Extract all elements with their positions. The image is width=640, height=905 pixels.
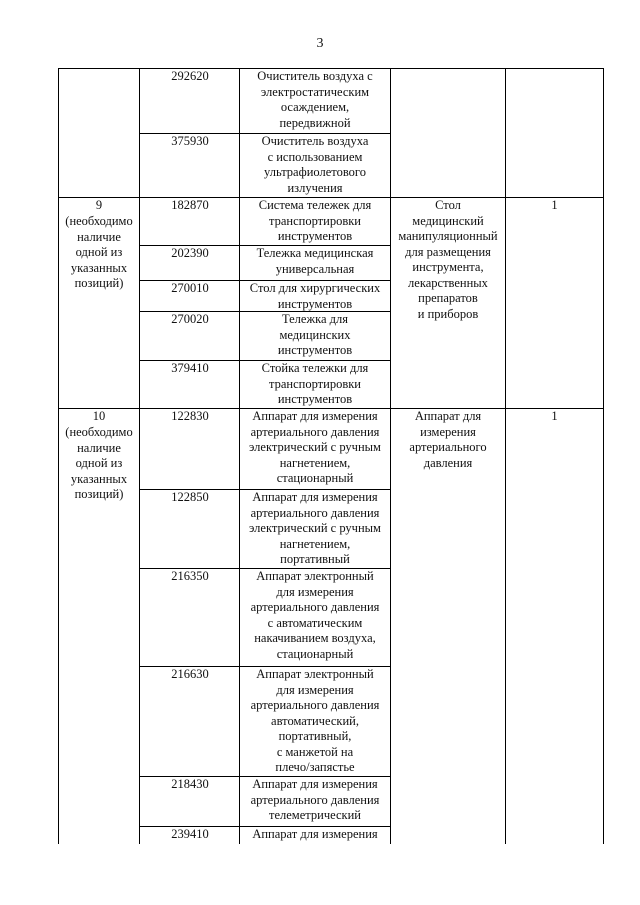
table-row-code: 182870 [171,198,209,212]
table-row-code: 379410 [171,361,209,375]
table-row-code: 216350 [171,569,209,583]
table-row-name: Аппарат для измерения артериального давления электрический с ручным нагнетением, портативный [249,490,381,566]
group-quantity: 1 [551,409,558,423]
table-row-code: 122850 [171,490,209,504]
table-row-name: Тележка для медицинских инструментов [277,312,353,357]
table-row-code: 375930 [171,134,209,148]
table-row-name: Очиститель воздуха с электростатическим осаждением, передвижной [257,69,373,130]
table-row-name: Аппарат для измерения [252,827,378,841]
table-row-name: Аппарат для измерения артериального давления телеметрический [250,777,380,822]
page-number: 3 [316,36,324,51]
table-row-code: 202390 [171,246,209,260]
column-divider-1 [139,68,140,844]
group-number: 10 [92,409,106,423]
group-quantity: 1 [551,198,558,212]
table-row-code: 218430 [171,777,209,791]
table-row-code: 239410 [171,827,209,841]
column-divider-4 [505,68,506,844]
table-border-right [603,68,604,844]
table-row-code: 270010 [171,281,209,295]
table-row-code: 122830 [171,409,209,423]
group-note: (необходимо наличие одной из указанных позиций) [65,425,133,501]
table-row-name: Стол для хирургических инструментов [249,281,381,311]
group-number: 9 [95,198,103,212]
table-row-code: 216630 [171,667,209,681]
group-equipment: Стол медицинский манипуляционный для размещения инструмента, лекарственных препаратов и приборов [398,198,498,321]
table-row-code: 292620 [171,69,209,83]
table-row-name: Стойка тележки для транспортировки инструментов [261,361,369,406]
table-row-name: Аппарат электронный для измерения артериального давления с автоматическим накачиванием воздуха, стационарный [250,569,380,661]
table-row-name: Очиститель воздуха с использованием ультрафиолетового излучения [261,134,369,195]
table-row-code: 270020 [171,312,209,326]
table-row-name: Аппарат для измерения артериального давления электрический с ручным нагнетением, стационарный [249,409,381,485]
group-note: (необходимо наличие одной из указанных позиций) [65,214,133,290]
table-row-name: Аппарат электронный для измерения артериального давления автоматический, портативный, с манжетой на плечо/запястье [250,667,380,774]
table-row-name: Тележка медицинская универсальная [256,246,374,276]
table-row-name: Система тележек для транспортировки инструментов [258,198,372,243]
group-equipment: Аппарат для измерения артериального давления [409,409,487,470]
